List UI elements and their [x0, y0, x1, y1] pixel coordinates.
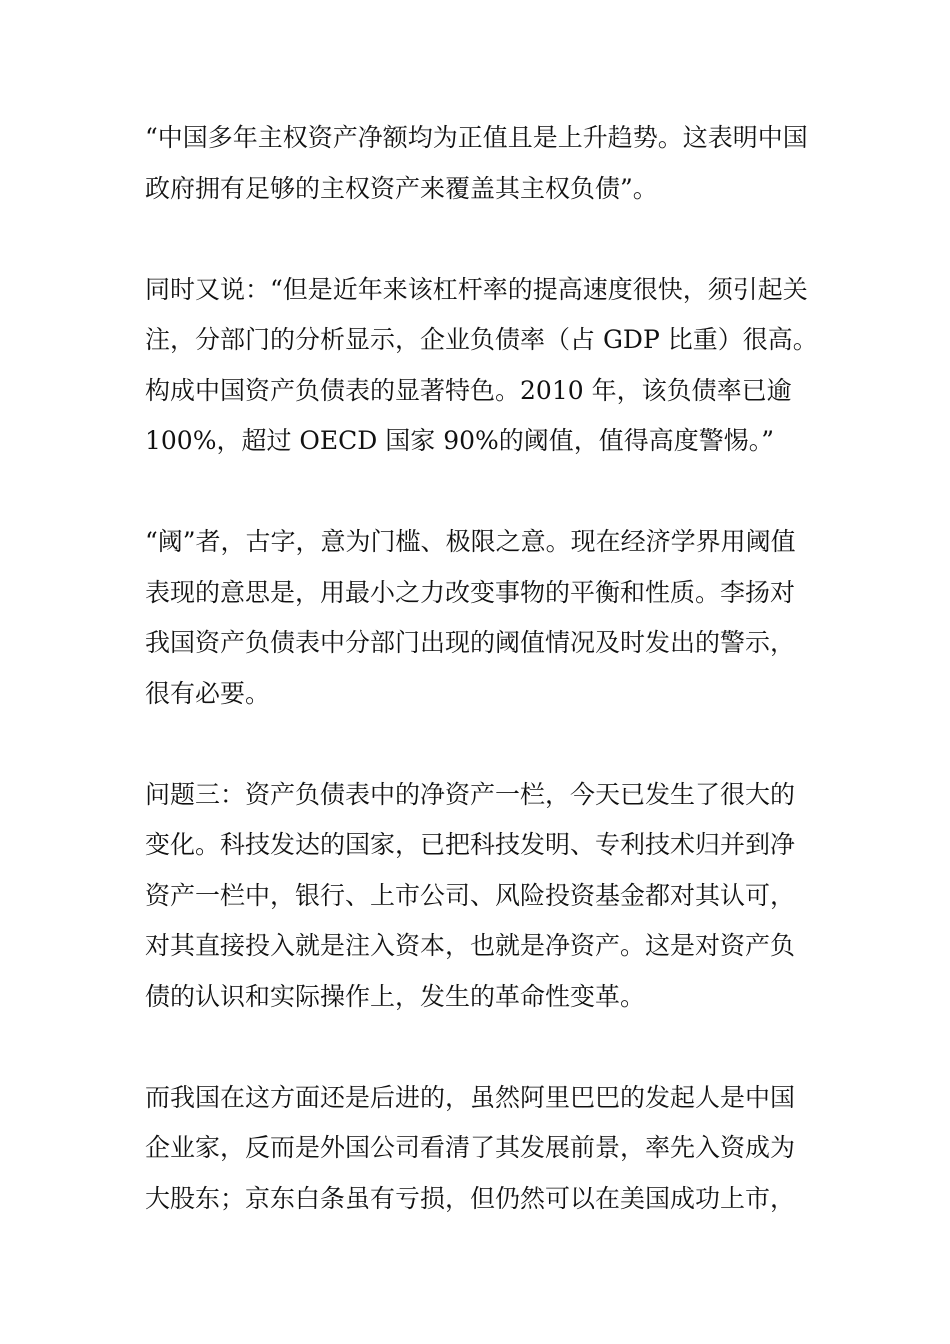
paragraph-5	[145, 1073, 825, 1225]
text-line: 债的认识和实际操作上，发生的革命性变革。	[145, 981, 646, 1011]
paragraph-1	[145, 113, 825, 214]
paragraph-4	[145, 770, 825, 1023]
text-line: 政府拥有足够的主权资产来覆盖其主权负债”。	[145, 173, 658, 203]
text-line: 对其直接投入就是注入资本，也就是净资产。这是对资产负	[145, 931, 796, 960]
text-line: “中国多年主权资产净额均为正值且是上升趋势。这表明中国	[145, 123, 808, 152]
text-line: 资产一栏中，银行、上市公司、风险投资基金都对其认可，	[145, 880, 796, 910]
text-line: 问题三：资产负债表中的净资产一栏，今天已发生了很大的	[145, 779, 796, 809]
text-line: 很有必要。	[145, 678, 271, 708]
text-line: 变化。科技发达的国家，已把科技发明、专利技术归并到净	[145, 830, 796, 859]
text-line: 企业家，反而是外国公司看清了其发展前景，率先入资成为	[145, 1133, 796, 1162]
paragraph-3	[145, 517, 825, 719]
text-line: 注，分部门的分析显示，企业负债率（占 GDP 比重）很高。	[145, 325, 818, 354]
text-line: 我国资产负债表中分部门出现的阈值情况及时发出的警示，	[145, 628, 796, 657]
text-line: 100%，超过 OECD 国家 90%的阈值，值得高度警惕。”	[145, 426, 775, 455]
text-line: 同时又说：“但是近年来该杠杆率的提高速度很快，须引起关	[145, 274, 808, 304]
text-line: “阈”者，古字，意为门槛、极限之意。现在经济学界用阈值	[145, 527, 796, 556]
text-line: 构成中国资产负债表的显著特色。2010 年，该负债率已逾	[145, 375, 792, 405]
document-body	[145, 113, 825, 1275]
text-line: 表现的意思是，用最小之力改变事物的平衡和性质。李扬对	[145, 577, 796, 607]
text-line: 而我国在这方面还是后进的，虽然阿里巴巴的发起人是中国	[145, 1082, 796, 1112]
text-line: 大股东；京东白条虽有亏损，但仍然可以在美国成功上市，	[145, 1183, 796, 1213]
paragraph-2	[145, 265, 825, 467]
